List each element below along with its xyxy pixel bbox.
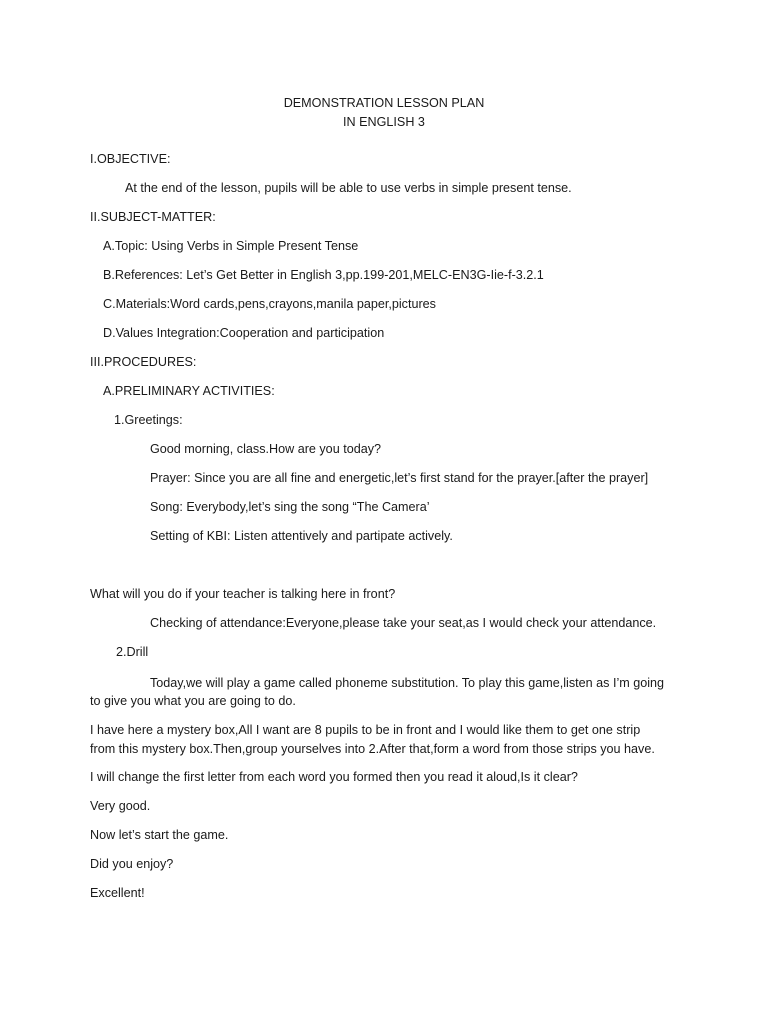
- drill-heading: 2.Drill: [116, 645, 149, 659]
- very-good-text: Very good.: [90, 799, 151, 813]
- kbi-text: Setting of KBI: Listen attentively and partipate actively.: [150, 529, 453, 543]
- enjoy-text: Did you enjoy?: [90, 857, 174, 871]
- objective-heading: I.OBJECTIVE:: [90, 152, 171, 166]
- objective-text: At the end of the lesson, pupils will be able to use verbs in simple present tense.: [125, 181, 572, 195]
- start-game-text: Now let’s start the game.: [90, 828, 229, 842]
- greeting-text: Good morning, class.How are you today?: [150, 442, 382, 456]
- title-line-1: DEMONSTRATION LESSON PLAN: [283, 96, 485, 110]
- song-text: Song: Everybody,let’s sing the song “The Camera’: [150, 500, 430, 514]
- subject-references: B.References: Let’s Get Better in English 3,pp.199-201,MELC-EN3G-Iie-f-3.2.1: [103, 268, 544, 282]
- procedures-heading: III.PROCEDURES:: [90, 355, 197, 369]
- change-letter-text: I will change the first letter from each word you formed then you read it aloud,Is it clear?: [90, 770, 578, 784]
- greetings-heading: 1.Greetings:: [114, 413, 183, 427]
- mystery-box-line-2: from this mystery box.Then,group yourselves into 2.After that,form a word from those strips you have.: [90, 742, 655, 756]
- prayer-text: Prayer: Since you are all fine and energetic,let’s first stand for the prayer.[after the prayer]: [150, 471, 649, 485]
- subject-values: D.Values Integration:Cooperation and participation: [103, 326, 385, 340]
- drill-text-line-2: to give you what you are going to do.: [90, 694, 296, 708]
- subject-matter-heading: II.SUBJECT-MATTER:: [90, 210, 216, 224]
- attendance-text: Checking of attendance:Everyone,please take your seat,as I would check your attendance.: [150, 616, 657, 630]
- question-text: What will you do if your teacher is talking here in front?: [90, 587, 396, 601]
- title-line-2: IN ENGLISH 3: [343, 115, 425, 129]
- mystery-box-line-1: I have here a mystery box,All I want are 8 pupils to be in front and I would like them to get one strip: [90, 723, 641, 737]
- drill-text-line-1: Today,we will play a game called phoneme substitution. To play this game,listen as I’m going: [150, 676, 665, 690]
- subject-topic: A.Topic: Using Verbs in Simple Present Tense: [103, 239, 359, 253]
- preliminary-activities-heading: A.PRELIMINARY ACTIVITIES:: [103, 384, 275, 398]
- excellent-text: Excellent!: [90, 886, 145, 900]
- subject-materials: C.Materials:Word cards,pens,crayons,manila paper,pictures: [103, 297, 436, 311]
